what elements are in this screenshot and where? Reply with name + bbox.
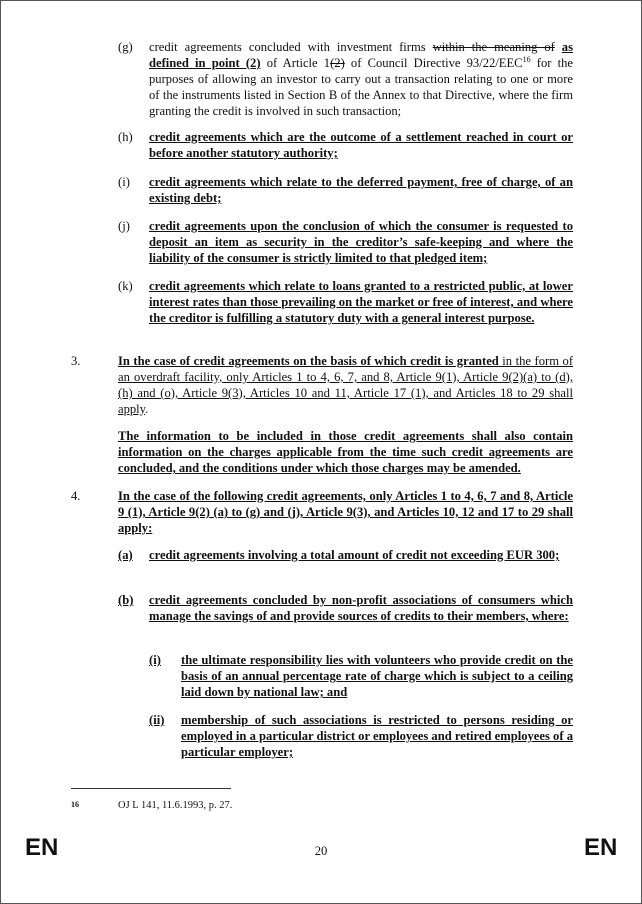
para-4-text: In the case of the following credit agreements, only Articles 1 to 4, 6, 7 and 8, Article 9 (1), Article 9(2) (a) to (g) and (j), Article 9(3), and Articles 10, 12 and 17 to 29 shall apply: <box>118 489 573 535</box>
item-k-text: credit agreements which relate to loans granted to a restricted public, at lower interest rates than those prevailing on the market or free of interest, and where the creditor is fulfilling a statutory duty with a general interest purpose. <box>149 279 573 325</box>
para-3-second-paragraph: The information to be included in those credit agreements shall also contain information on the charges applicable from the time such credit agreements are concluded, and the conditions under which those charges may be amended. <box>118 429 573 475</box>
item-j-text: credit agreements upon the conclusion of which the consumer is requested to deposit an item as security in the creditor’s safe-keeping and where the liability of the consumer is strictly limited to that pledged item; <box>149 219 573 265</box>
item-i-text: credit agreements which relate to the deferred payment, free of charge, of an existing debt; <box>149 175 573 205</box>
item-4b-i-text: the ultimate responsibility lies with volunteers who provide credit on the basis of an annual percentage rate of charge which is subject to a ceiling laid down by national law; and <box>181 653 573 699</box>
item-4b-i-label: (i) <box>149 653 161 667</box>
footnote-separator <box>71 788 231 789</box>
footnote-text: OJ L 141, 11.6.1993, p. 27. <box>118 800 233 811</box>
item-4a-label: (a) <box>118 548 133 562</box>
item-4b-ii-label: (ii) <box>149 713 165 727</box>
item-i-label: (i) <box>118 175 130 189</box>
language-code-right: EN <box>584 834 618 861</box>
item-4b-ii-text: membership of such associations is restricted to persons residing or employed in a particular district or employees and retired employees of a particular employer; <box>181 713 573 759</box>
item-j-label: (j) <box>118 219 130 233</box>
para-3-number: 3. <box>71 354 81 368</box>
item-g-label: (g) <box>118 40 133 54</box>
language-code-left: EN <box>25 834 59 861</box>
footnote-ref[interactable]: 16 <box>522 54 531 64</box>
item-4a-text: credit agreements involving a total amount of credit not exceeding EUR 300; <box>149 548 560 562</box>
item-4b-label: (b) <box>118 593 134 607</box>
para-3-text: In the case of credit agreements on the basis of which credit is granted in the form of an overdraft facility, only Articles 1 to 4, 6, 7, and 8, Article 9(1), Article 9(2)(a) to (d), (h) and (o), Article 9(3), Articles 10 and 11, Article 17 (1), and Articles 18 to 29 shall apply. <box>118 354 574 416</box>
item-h-text: credit agreements which are the outcome of a settlement reached in court or before another statutory authority; <box>149 130 573 160</box>
para-4-number: 4. <box>71 489 81 503</box>
item-k-label: (k) <box>118 279 133 293</box>
footnote-number: 16 <box>71 800 79 809</box>
item-g-text: credit agreements concluded with investment firms within the meaning of as defined in point (2) of Article 1(2) of Council Directive 93/22/EEC$^{16}$ for the purposes of allowing an investor to carry out a transaction relating to one or more of the instruments listed in Section B of the Annex to that Directive, where the firm granting the credit is involved in such transaction; <box>149 40 573 118</box>
page-number: 20 <box>314 844 328 858</box>
item-4b-text: credit agreements concluded by non-profit associations of consumers which manage the savings of and provide sources of credits to their members, where: <box>149 593 573 623</box>
item-h-label: (h) <box>118 130 133 144</box>
